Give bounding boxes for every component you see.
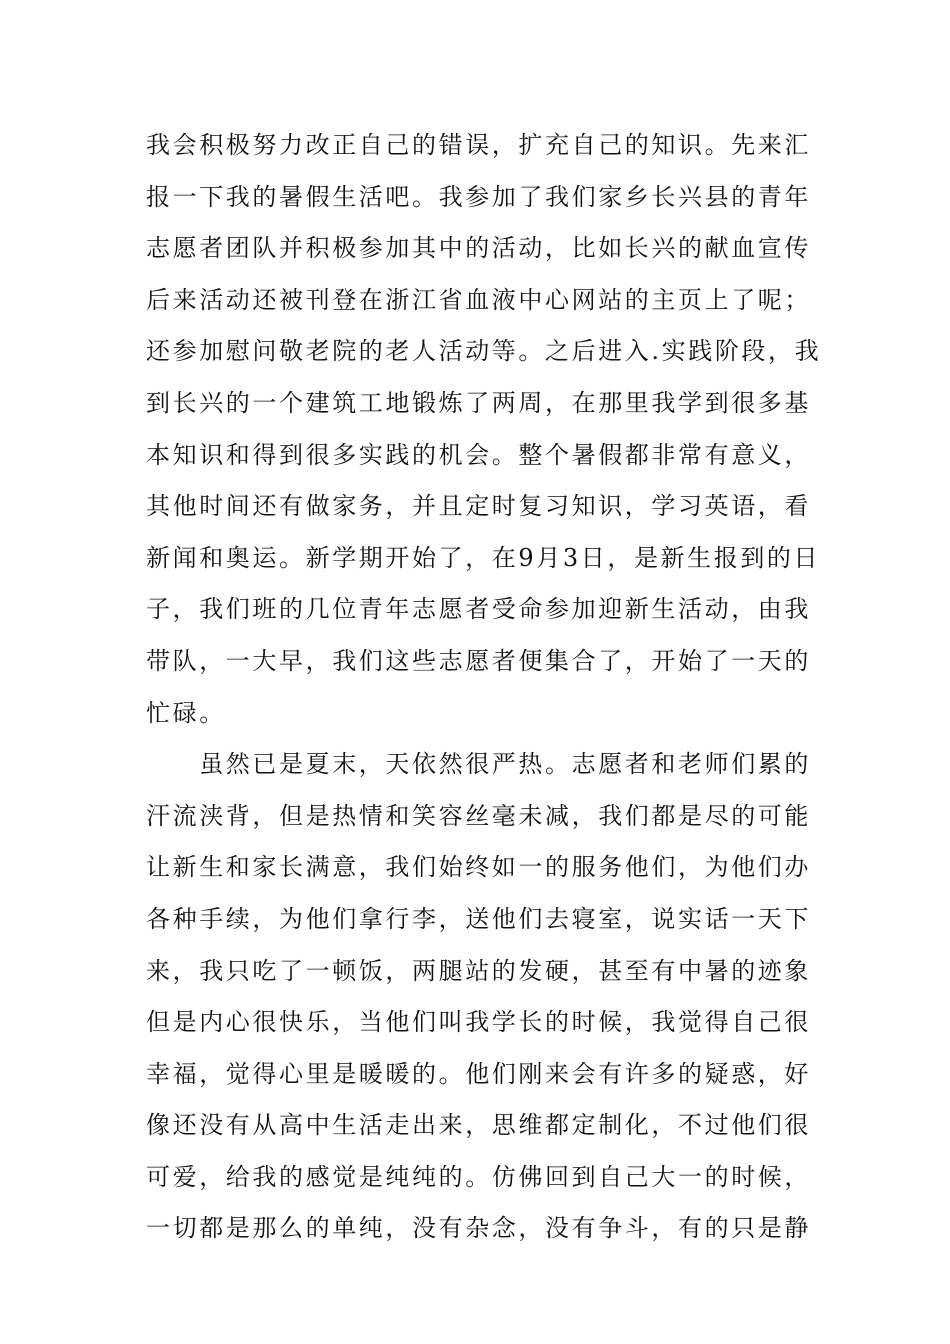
text-line: 子，我们班的几位青年志愿者受命参加迎新生活动，由我: [146, 595, 811, 624]
text-line: 报一下我的暑假生活吧。我参加了我们家乡长兴县的青年: [146, 182, 811, 211]
text-line: 汗流浃背，但是热情和笑容丝毫未减，我们都是尽的可能: [146, 801, 811, 830]
text-line: 到长兴的一个建筑工地锻炼了两周，在那里我学到很多基: [146, 388, 811, 417]
text-line: 其他时间还有做家务，并且定时复习知识，学习英语，看: [146, 492, 811, 521]
text-line: 带队，一大早，我们这些志愿者便集合了，开始了一天的: [146, 646, 811, 675]
text-line: 新闻和奥运。新学期开始了，在9月3日，是新生报到的日: [146, 543, 821, 572]
text-line: 本知识和得到很多实践的机会。整个暑假都非常有意义，: [146, 440, 811, 469]
text-line: 还参加慰问敬老院的老人活动等。之后进入.实践阶段，我: [146, 337, 822, 366]
text-line: 但是内心很快乐，当他们叫我学长的时候，我觉得自己很: [146, 1008, 811, 1037]
body-text: [146, 120, 822, 1255]
text-line: 来，我只吃了一顿饭，两腿站的发硬，甚至有中暑的迹象: [146, 956, 811, 985]
text-line: 忙碌。: [146, 698, 226, 727]
text-line: 一切都是那么的单纯，没有杂念，没有争斗，有的只是静: [146, 1214, 811, 1243]
text-line: 志愿者团队并积极参加其中的活动，比如长兴的献血宣传: [146, 234, 811, 263]
text-line: 可爱，给我的感觉是纯纯的。仿佛回到自己大一的时候，: [146, 1162, 811, 1191]
text-line: 我会积极努力改正自己的错误，扩充自己的知识。先来汇: [146, 131, 811, 159]
text-line: 幸福，觉得心里是暖暖的。他们刚来会有许多的疑惑，好: [146, 1059, 811, 1088]
text-line: 后来活动还被刊登在浙江省血液中心网站的主页上了呢；: [146, 285, 811, 314]
text-line: 像还没有从高中生活走出来，思维都定制化，不过他们很: [146, 1111, 811, 1140]
text-line: 各种手续，为他们拿行李，送他们去寝室，说实话一天下: [146, 904, 811, 933]
text-line: 虽然已是夏末，天依然很严热。志愿者和老师们累的: [146, 750, 811, 779]
text-line: 让新生和家长满意，我们始终如一的服务他们，为他们办: [146, 853, 811, 882]
